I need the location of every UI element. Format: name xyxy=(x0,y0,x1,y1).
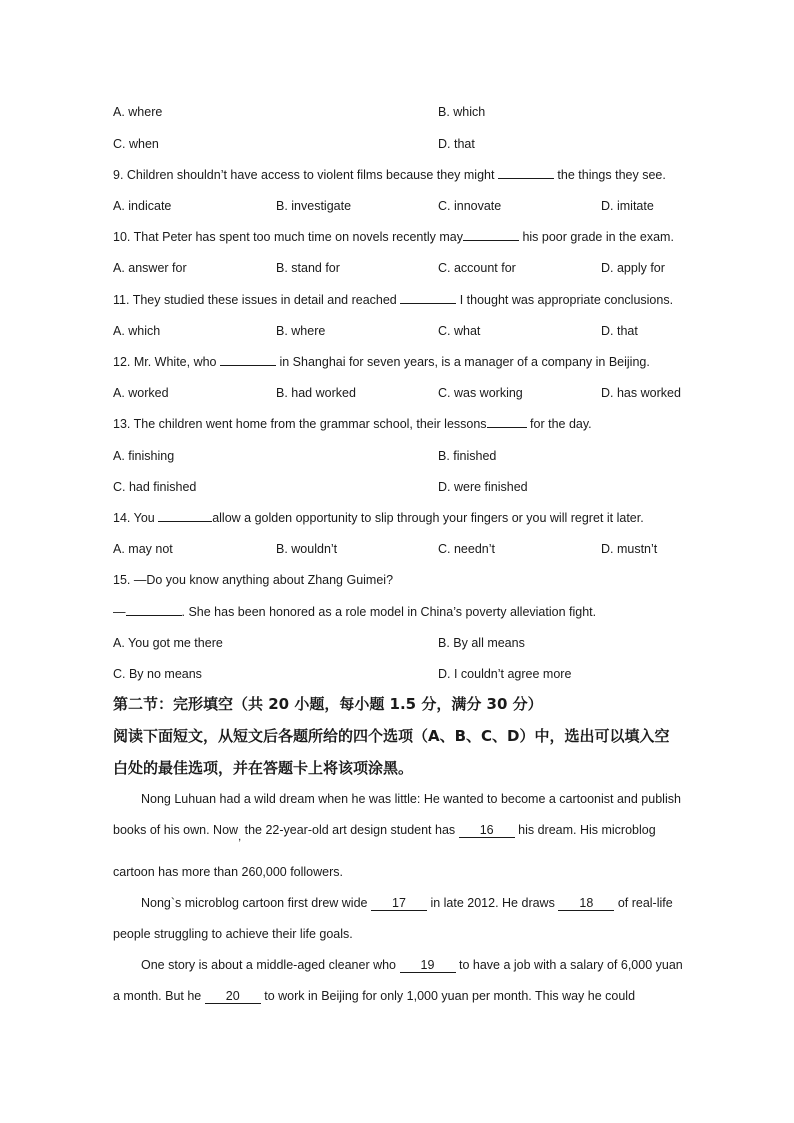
passage-text: of real-life xyxy=(617,896,673,910)
passage-text: his dream. His microblog xyxy=(518,823,656,837)
q13-stem xyxy=(113,416,592,432)
q14-option-b: B. wouldn’t xyxy=(276,542,338,556)
q13-option-b: B. finished xyxy=(438,449,497,463)
q14-option-c: C. needn’t xyxy=(438,542,495,556)
q13-stem-pre: 13. The children went home from the grammar school, their lessons xyxy=(113,417,487,431)
passage-p2-line1 xyxy=(141,895,673,911)
q8-option-c: C. when xyxy=(113,137,159,151)
q12-stem-post: in Shanghai for seven years, is a manager of a company in Beijing. xyxy=(279,355,650,369)
q10-option-c: C. account for xyxy=(438,261,516,275)
q9-stem xyxy=(113,167,666,183)
q9-option-a: A. indicate xyxy=(113,199,172,213)
blank-18: 18 xyxy=(558,896,614,911)
q15-reply xyxy=(113,604,596,620)
passage-p2-line2: people struggling to achieve their life goals. xyxy=(113,927,353,941)
q9-blank xyxy=(498,167,554,179)
q10-option-a: A. answer for xyxy=(113,261,187,275)
q11-option-b: B. where xyxy=(276,324,326,338)
q12-blank xyxy=(220,354,276,366)
passage-p3-line1 xyxy=(141,957,683,973)
section2-instruction-line2: 白处的最佳选项，并在答题卡上将该项涂黑。 xyxy=(113,759,414,777)
blank-20: 20 xyxy=(205,989,261,1004)
q11-blank xyxy=(400,292,456,304)
blank-16: 16 xyxy=(459,823,515,838)
q12-option-c: C. was working xyxy=(438,386,523,400)
q9-option-b: B. investigate xyxy=(276,199,352,213)
passage-text: a month. But he xyxy=(113,989,202,1003)
q15-blank xyxy=(126,604,182,616)
q14-option-a: A. may not xyxy=(113,542,173,556)
passage-p1-line3: cartoon has more than 260,000 followers. xyxy=(113,865,343,879)
q10-stem-post: his poor grade in the exam. xyxy=(522,230,674,244)
q9-option-d: D. imitate xyxy=(601,199,654,213)
q12-option-b: B. had worked xyxy=(276,386,356,400)
q11-stem-post: I thought was appropriate conclusions. xyxy=(459,293,674,307)
q12-option-d: D. has worked xyxy=(601,386,681,400)
q11-option-d: D. that xyxy=(601,324,638,338)
passage-text: One story is about a middle-aged cleaner who xyxy=(141,958,397,972)
q14-blank xyxy=(158,510,212,522)
q12-stem-pre: 12. Mr. White, who xyxy=(113,355,217,369)
q13-option-d: D. were finished xyxy=(438,480,528,494)
section2-instruction-line1: 阅读下面短文，从短文后各题所给的四个选项（A、B、C、D）中，选出可以填入空 xyxy=(113,727,670,745)
q10-stem-pre: 10. That Peter has spent too much time on novels recently may xyxy=(113,230,463,244)
q12-option-a: A. worked xyxy=(113,386,169,400)
q11-option-a: A. which xyxy=(113,324,161,338)
q9-stem-post: the things they see. xyxy=(557,168,666,182)
q11-stem xyxy=(113,292,673,308)
q13-blank xyxy=(487,416,527,428)
passage-comma: , xyxy=(238,831,242,843)
q10-stem xyxy=(113,229,674,245)
q15-option-b: B. By all means xyxy=(438,636,525,650)
q13-stem-post: for the day. xyxy=(530,417,592,431)
passage-p1-line1: Nong Luhuan had a wild dream when he was little: He wanted to become a cartoonist and publish xyxy=(141,792,681,806)
passage-text: the 22-year-old art design student has xyxy=(244,823,456,837)
q8-option-a: A. where xyxy=(113,105,163,119)
q15-reply-post: . She has been honored as a role model in China’s poverty alleviation fight. xyxy=(181,605,597,619)
passage-text: books of his own. Now xyxy=(113,823,239,837)
q12-stem xyxy=(113,354,650,370)
q14-stem-post: allow a golden opportunity to slip through your fingers or you will regret it later. xyxy=(212,511,644,525)
q15-stem: 15. —Do you know anything about Zhang Guimei? xyxy=(113,573,394,587)
q15-dash: — xyxy=(113,605,126,619)
q15-option-d: D. I couldn’t agree more xyxy=(438,667,572,681)
q8-option-b: B. which xyxy=(438,105,486,119)
q14-option-d: D. mustn’t xyxy=(601,542,658,556)
q14-stem xyxy=(113,510,644,526)
q15-option-a: A. You got me there xyxy=(113,636,223,650)
q11-option-c: C. what xyxy=(438,324,481,338)
q11-stem-pre: 11. They studied these issues in detail and reached xyxy=(113,293,397,307)
q10-option-b: B. stand for xyxy=(276,261,340,275)
passage-p1-line2 xyxy=(113,822,656,843)
passage-text: in late 2012. He draws xyxy=(430,896,555,910)
passage-text: to have a job with a salary of 6,000 yuan xyxy=(458,958,683,972)
blank-17: 17 xyxy=(371,896,427,911)
blank-19: 19 xyxy=(400,958,456,973)
q10-blank xyxy=(463,229,519,241)
q9-option-c: C. innovate xyxy=(438,199,502,213)
q14-stem-pre: 14. You xyxy=(113,511,155,525)
q9-stem-pre: 9. Children shouldn’t have access to violent films because they might xyxy=(113,168,495,182)
q15-option-c: C. By no means xyxy=(113,667,202,681)
passage-text: Nong`s microblog cartoon first drew wide xyxy=(141,896,368,910)
section2-title: 第二节：完形填空（共 20 小题，每小题 1.5 分，满分 30 分） xyxy=(113,695,543,713)
q10-option-d: D. apply for xyxy=(601,261,665,275)
q13-option-c: C. had finished xyxy=(113,480,197,494)
q13-option-a: A. finishing xyxy=(113,449,175,463)
passage-p3-line2 xyxy=(113,988,635,1004)
passage-text: to work in Beijing for only 1,000 yuan per month. This way he could xyxy=(264,989,636,1003)
q8-option-d: D. that xyxy=(438,137,475,151)
